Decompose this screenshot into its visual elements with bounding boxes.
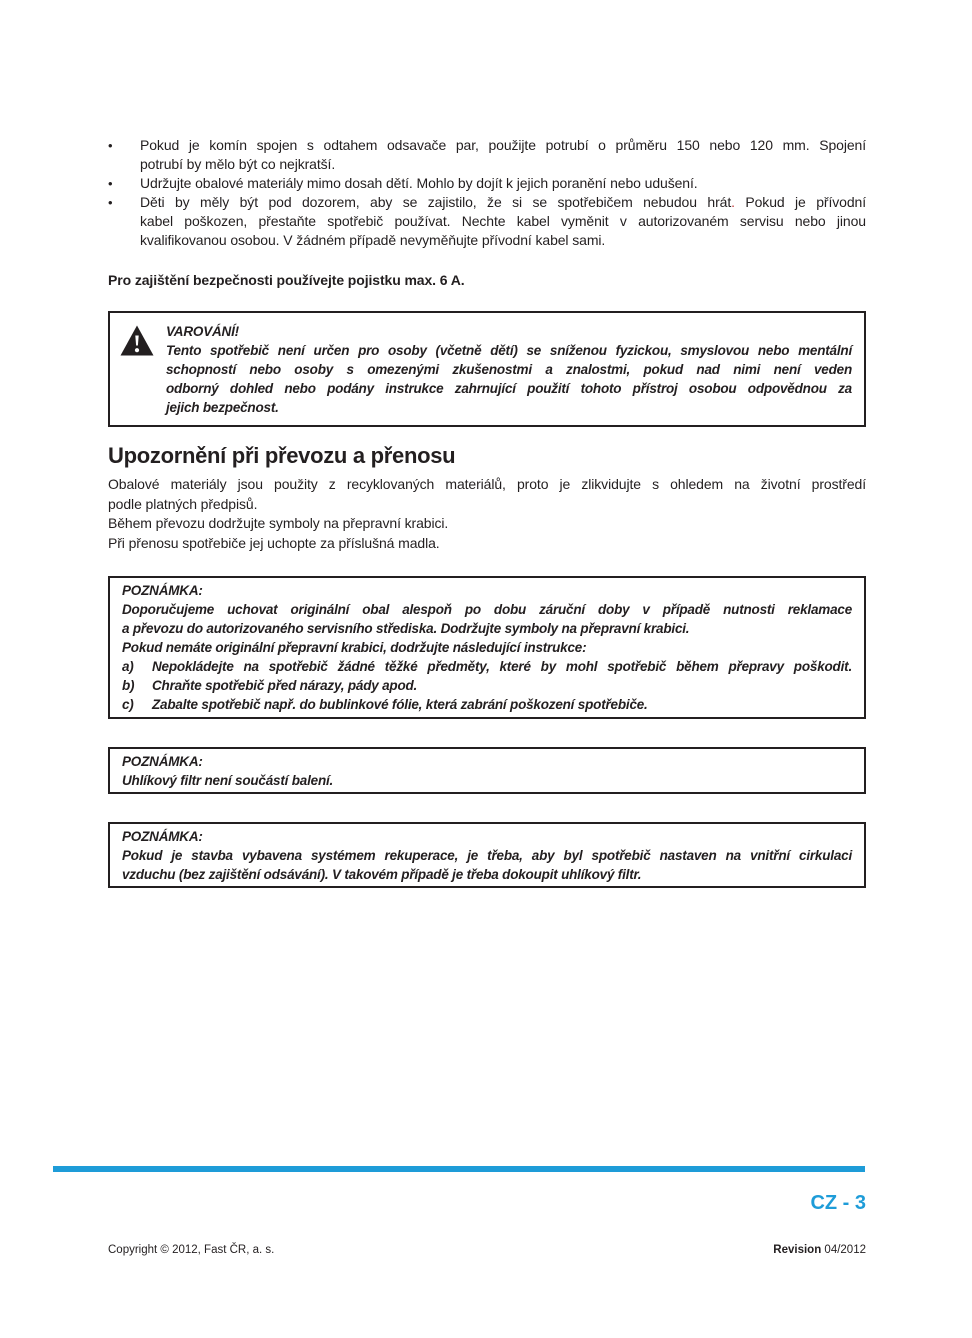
bullet3-line1 <box>140 193 866 212</box>
copyright-text: Copyright © 2012, Fast ČR, a. s. <box>108 1244 275 1256</box>
note1-line1: Doporučujeme uchovat originální obal alespoň po dobu záruční doby v případě nutnosti reklamace <box>122 602 852 617</box>
note1-item-c <box>122 695 852 714</box>
note1-item-c-text: Zabalte spotřebič např. do bublinkové fólie, která zabrání poškození spotřebiče. <box>152 697 648 712</box>
paragraph-line1: Obalové materiály jsou použity z recyklovaných materiálů, proto je zlikvidujte s ohledem na životní prostředí <box>108 476 866 492</box>
transport-paragraph <box>108 475 866 553</box>
section-heading: Upozornění při převozu a přenosu <box>108 443 456 468</box>
note-box-1 <box>108 576 866 719</box>
footer-divider <box>53 1166 865 1172</box>
revision-label: Revision <box>773 1244 822 1256</box>
note1-item-a <box>122 657 852 676</box>
warning-box <box>108 311 866 427</box>
bullet3-line1-text: Děti by měly být pod dozorem, aby se zajistilo, že si se spotřebičem nebudou hrát <box>140 194 732 210</box>
page-number: CZ - 3 <box>810 1192 866 1214</box>
warning-line2: schopností nebo osoby s omezenými zkušenostmi a znalostmi, pokud nad nimi není veden <box>166 362 852 377</box>
bullet-icon: • <box>108 176 113 191</box>
paragraph-line4: Při přenosu spotřebiče jej uchopte za příslušná madla. <box>108 534 440 551</box>
paragraph-line2: podle platných předpisů. <box>108 495 258 512</box>
note1-item-a-text: Nepokládejte na spotřebič žádné těžké předměty, které by mohl spotřebič během přepravy poškodit. <box>152 659 852 674</box>
note2-line1: Uhlíkový filtr není součástí balení. <box>122 773 334 788</box>
list-item <box>108 174 866 193</box>
warning-title: VAROVÁNÍ! <box>166 324 239 339</box>
bullet-icon: • <box>108 195 113 210</box>
revision-value: 04/2012 <box>824 1244 866 1256</box>
list-item <box>108 136 866 174</box>
warning-triangle-icon <box>120 322 166 425</box>
note1-item-b <box>122 676 852 695</box>
bullet1-line2: potrubí by mělo být co nejkratší. <box>140 156 336 172</box>
note2-title: POZNÁMKA: <box>122 754 203 769</box>
bullet3-line3: kvalifikovanou osobou. V žádném případě nevyměňujte přívodní kabel sami. <box>140 232 606 248</box>
bullet3-line1-rest: Pokud je přívodní <box>734 194 866 210</box>
paragraph-line3: Během převozu dodržujte symboly na přepravní krabici. <box>108 515 449 531</box>
warning-line3: odborný dohled nebo podány instrukce zahrnující použití tohoto přístroj osobou odpovědnou za <box>166 381 852 396</box>
bullet1-line1: Pokud je komín spojen s odtahem odsavače par, použijte potrubí o průměru 150 nebo 120 mm. Spojení <box>140 137 866 153</box>
note-box-3 <box>108 822 866 888</box>
note1-item-b-label: b) <box>122 678 135 693</box>
note1-item-a-label: a) <box>122 659 134 674</box>
list-item <box>108 193 866 250</box>
note1-line3: Pokud nemáte originální přepravní krabici, dodržujte následující instrukce: <box>122 640 587 655</box>
revision-text <box>566 1243 866 1257</box>
note3-title: POZNÁMKA: <box>122 829 203 844</box>
note1-title: POZNÁMKA: <box>122 583 203 598</box>
note1-item-c-label: c) <box>122 697 134 712</box>
safety-bullet-list <box>108 136 866 250</box>
note1-item-b-text: Chraňte spotřebič před nárazy, pády apod. <box>152 678 418 693</box>
note3-line1: Pokud je stavba vybavena systémem rekuperace, je třeba, aby byl spotřebič nastaven na vnitřní cirkulaci <box>122 848 852 863</box>
bullet2-line1: Udržujte obalové materiály mimo dosah dětí. Mohlo by dojít k jejich poranění nebo udušení. <box>140 175 698 191</box>
bullet-icon: • <box>108 138 113 153</box>
note3-line2: vzduchu (bez zajištění odsávání). V takovém případě je třeba dokoupit uhlíkový filtr. <box>122 867 642 882</box>
note-box-2 <box>108 747 866 794</box>
bullet3-line2: kabel poškozen, přestaňte spotřebič používat. Nechte kabel vyměnit v autorizovaném servisu nebo jinou <box>140 213 866 229</box>
fuse-safety-note: Pro zajištění bezpečnosti používejte pojistku max. 6 A. <box>108 272 465 288</box>
warning-line1: Tento spotřebič není určen pro osoby (včetně dětí) se sníženou fyzickou, smyslovou nebo mentální <box>166 343 852 358</box>
note1-line2: a převozu do autorizovaného servisního střediska. Dodržujte symboly na přepravní krabici. <box>122 621 690 636</box>
warning-line4: jejich bezpečnost. <box>166 400 279 415</box>
red-period: . <box>731 194 735 210</box>
